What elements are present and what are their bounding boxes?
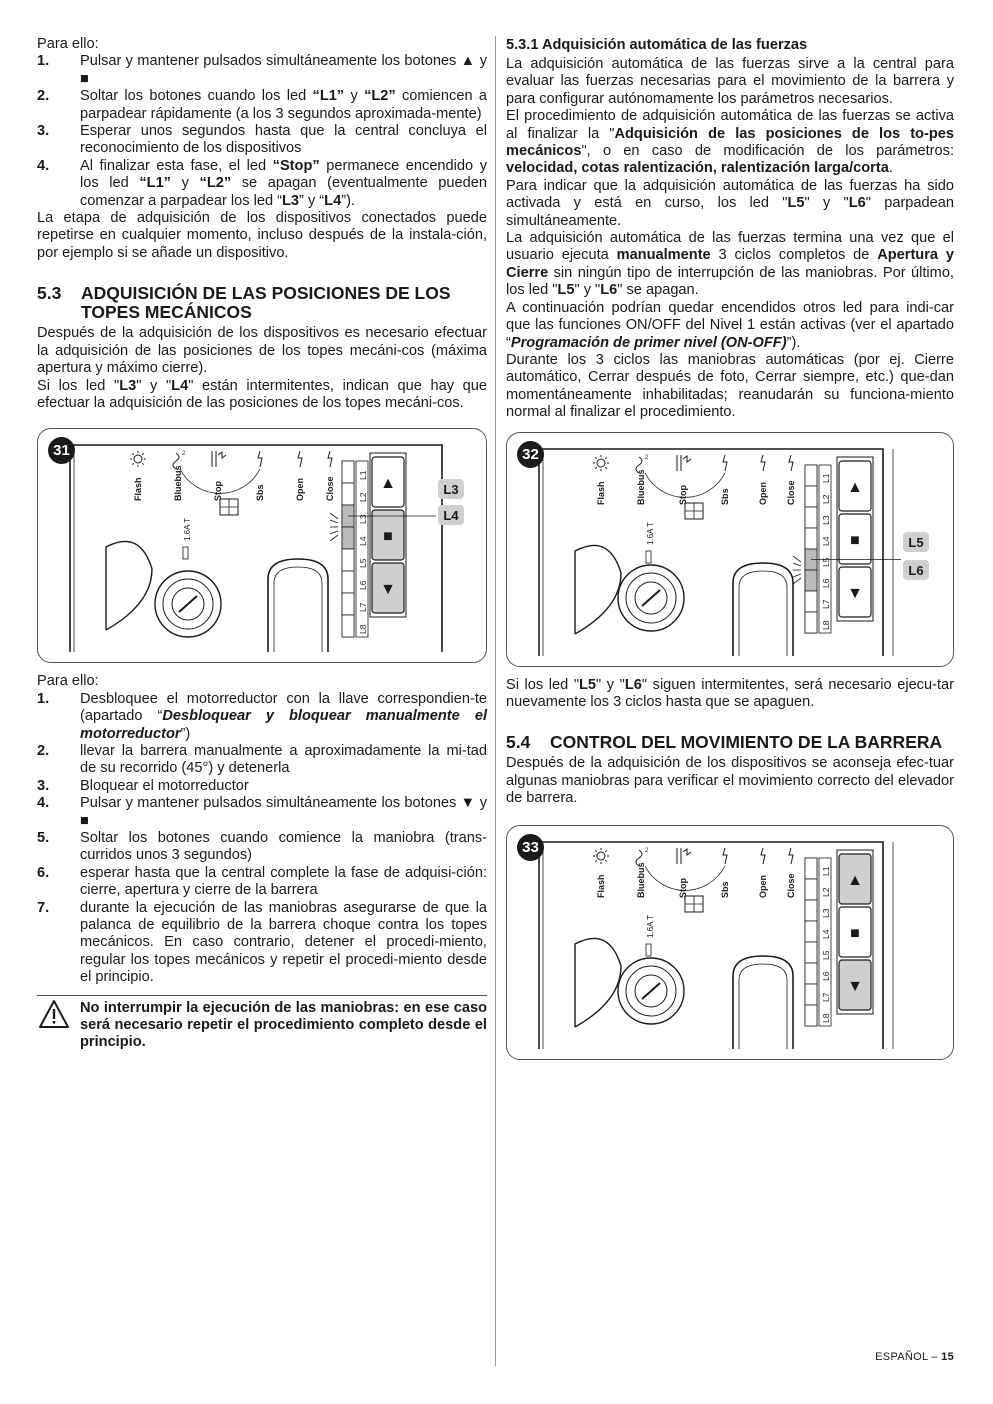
led-label: L4 — [358, 536, 368, 547]
up-button-icon: ▲ — [380, 475, 396, 493]
right-column — [506, 36, 954, 1060]
stop-label: Stop — [213, 481, 223, 502]
callout-label: L3 — [443, 482, 459, 498]
flash-icon — [597, 459, 605, 467]
open-label: Open — [758, 481, 768, 505]
steps-list-stops — [37, 691, 487, 987]
led-label: L1 — [821, 866, 831, 876]
bluebus-label: Bluebus — [636, 862, 646, 898]
key-slot-icon — [179, 596, 197, 612]
flash-ray — [605, 467, 606, 468]
bluebus-number: 2 — [182, 451, 186, 458]
led-label: L4 — [821, 536, 831, 546]
led-indicator — [805, 879, 817, 900]
led-indicator — [805, 507, 817, 528]
sbs-label: Sbs — [255, 484, 265, 502]
callout-label: L5 — [908, 534, 924, 550]
switch-icon — [723, 455, 727, 471]
led-label: L2 — [821, 887, 831, 897]
list-item: 6. esperar hasta que la central complete la fase de adquisi-ción: cierre, apertura y cierre de la barrera — [37, 864, 487, 899]
figure-31 — [37, 428, 487, 663]
fuse-icon — [183, 547, 188, 559]
led-label: L1 — [821, 473, 831, 483]
paragraph: Si los led "L3" y "L4" están intermitentes, indican que hay que efectuar la adquisición de las posiciones de los topes mecáni-cos. — [37, 377, 487, 411]
list-item: 2. llevar la barrera manualmente a aproximadamente la mi-tad de su recorrido (45°) y detenerla — [37, 742, 487, 777]
radio-connector — [575, 545, 621, 634]
flash-ray — [595, 850, 596, 851]
stop-icon — [677, 848, 691, 864]
fuse-label: 1.6A T — [646, 914, 655, 938]
stop-icon — [677, 455, 691, 471]
bluebus-number: 2 — [645, 454, 649, 461]
section-heading-5-4: 5.4 CONTROL DEL MOVIMIENTO DE LA BARRERA — [506, 732, 943, 753]
list-item: 1. Desbloquee el motorreductor con la llave correspondien-te (apartado “Desbloquear y bloquear manualmente el motorreductor”) — [37, 690, 487, 742]
stop-button-icon: ■ — [383, 528, 393, 546]
led-label: L7 — [821, 599, 831, 609]
board-illustration — [38, 429, 486, 662]
paragraph: Si los led "L5" y "L6" siguen intermitentes, será necesario ejecu-tar nuevamente los 3 ciclos hasta que se apaguen. — [506, 676, 954, 710]
open-label: Open — [295, 478, 305, 502]
switch-icon — [761, 848, 765, 864]
key-slot-icon — [642, 590, 660, 606]
up-button-icon: ▲ — [847, 871, 863, 889]
figure-number-badge: 33 — [517, 834, 544, 861]
list-item: 5. Soltar los botones cuando comience la maniobra (trans-curridos unos 3 segundos) — [37, 829, 487, 864]
flash-ray — [595, 457, 596, 458]
steps-list-devices — [37, 53, 487, 210]
led-indicator — [342, 593, 354, 615]
paragraph: La etapa de adquisición de los dispositivos conectados puede repetirse en cualquier momento, incluso después de la instala-ción, por ejemplo si se añade un dispositivo. — [37, 210, 487, 261]
connector-u-inner — [739, 964, 787, 1049]
warning-note: No interrumpir la ejecución de las maniobras: en ese caso será necesario repetir el procedimiento completo desde el principio. — [37, 995, 487, 1052]
fuse-icon — [646, 944, 651, 956]
led-label: L6 — [821, 578, 831, 588]
board-illustration — [507, 826, 953, 1059]
page-footer: ESPAÑOL – 15 — [875, 1351, 954, 1363]
figure-number-badge: 32 — [517, 441, 544, 468]
flash-ray — [605, 850, 606, 851]
led-indicator — [805, 528, 817, 549]
flash-label: Flash — [133, 477, 143, 502]
connector-u — [268, 559, 328, 652]
led-label: L3 — [358, 514, 368, 525]
list-item: 7. durante la ejecución de las maniobras asegurarse de que la palanca de equilibrio de la barrera choque contra los topes mecánicos. En caso contrario, detener el procedi-miento, regular los topes mecánicos y repetir el procedi-miento desde el principio. — [37, 899, 487, 986]
stop-button-icon: ■ — [850, 924, 860, 942]
connector-u — [733, 563, 793, 656]
flash-ray — [605, 860, 606, 861]
key-slot-icon — [642, 983, 660, 999]
led-label: L8 — [358, 624, 368, 635]
flash-label: Flash — [596, 481, 606, 505]
close-label: Close — [786, 873, 796, 898]
blink-ray — [330, 531, 338, 534]
board-illustration — [507, 433, 953, 666]
open-label: Open — [758, 874, 768, 898]
stop-icon — [212, 451, 226, 467]
blink-ray — [793, 556, 801, 562]
connector-u-inner — [274, 567, 322, 652]
paragraph: La adquisición automática de las fuerzas sirve a la central para evaluar las fuerzas necesarias para el movimiento de la barrera y para configurar autónomamente los parámetros necesarios. — [506, 56, 954, 107]
led-label: L1 — [358, 470, 368, 481]
board-outline — [539, 449, 883, 656]
down-button-icon: ▼ — [847, 584, 863, 602]
flash-icon — [134, 455, 142, 463]
close-label: Close — [325, 476, 335, 502]
radio-connector — [106, 542, 152, 631]
blink-ray — [330, 520, 338, 523]
led-label: L2 — [358, 492, 368, 503]
flash-ray — [142, 454, 143, 455]
flash-ray — [142, 464, 143, 465]
flash-ray — [595, 860, 596, 861]
led-label: L6 — [821, 971, 831, 981]
switch-icon — [258, 451, 262, 467]
down-button-icon: ▼ — [847, 977, 863, 995]
connector-u-inner — [739, 571, 787, 656]
paragraph: Después de la adquisición de los dispositivos se aconseja efec-tuar algunas maniobras para verificar el movimiento correcto del elevador de barrera. — [506, 755, 954, 807]
list-item: 4. Pulsar y mantener pulsados simultáneamente los botones ▼ y ■ — [37, 795, 488, 829]
stop-label: Stop — [678, 484, 688, 505]
led-indicator — [805, 900, 817, 921]
led-indicator — [805, 465, 817, 486]
bluebus-label: Bluebus — [636, 469, 646, 505]
led-label: L5 — [358, 558, 368, 569]
led-label: L5 — [821, 950, 831, 960]
led-label: L5 — [821, 557, 831, 567]
led-indicator — [805, 612, 817, 633]
stop-button-icon: ■ — [850, 531, 860, 549]
led-indicator — [805, 570, 817, 591]
led-indicator — [805, 858, 817, 879]
down-button-icon: ▼ — [380, 581, 396, 599]
sbs-label: Sbs — [720, 881, 730, 898]
figure-number-badge: 31 — [48, 437, 75, 464]
blink-ray — [793, 578, 801, 584]
fuse-icon — [646, 551, 651, 563]
led-indicator — [342, 571, 354, 593]
paragraph: Durante los 3 ciclos las maniobras automáticas (por ej. Cierre automático, Cerrar después de foto, Cerrar siempre, etc.) que-dan momentáneamente inhabilitadas; reanudarán su funciona-miento normal al finalizar el procedimiento. — [506, 351, 954, 421]
subsection-heading-5-3-1: 5.3.1 Adquisición automática de las fuerzas — [506, 37, 808, 53]
close-label: Close — [786, 480, 796, 505]
left-column — [37, 36, 487, 1052]
blink-ray — [793, 574, 801, 577]
paragraph: Después de la adquisición de los dispositivos es necesario efectuar la adquisición de las posiciones de los topes mecáni-cos (máxima apertura y máximo cierre). — [37, 325, 487, 377]
led-indicator — [805, 486, 817, 507]
led-label: L2 — [821, 494, 831, 504]
up-button-icon: ▲ — [847, 478, 863, 496]
led-indicator — [805, 921, 817, 942]
callout-label: L6 — [908, 562, 924, 578]
warning-icon — [38, 999, 70, 1029]
led-label: L8 — [821, 620, 831, 630]
list-item: 3. Esperar unos segundos hasta que la central concluya el reconocimiento de los dispositivos — [37, 123, 487, 157]
blink-ray — [330, 513, 338, 519]
list-item: 4. Al finalizar esta fase, el led “Stop” permanece encendido y los led “L1” y “L2” se apagan (eventualmente pueden comenzar a parpadear los led “L3” y “L4”). — [37, 157, 487, 209]
stop-label: Stop — [678, 877, 688, 898]
switch-icon — [328, 451, 332, 467]
figure-33 — [506, 825, 954, 1060]
intro-text: Para ello: — [37, 36, 99, 52]
switch-icon — [789, 848, 793, 864]
sbs-label: Sbs — [720, 488, 730, 505]
section-heading-5-3: 5.3 ADQUISICIÓN DE LAS POSICIONES DE LOS TOPES MECÁNICOS — [37, 283, 451, 323]
led-indicator — [342, 461, 354, 483]
switch-icon — [761, 455, 765, 471]
led-indicator — [805, 984, 817, 1005]
paragraph: Para indicar que la adquisición automática de las fuerzas ha sido activada y está en curso, los led "L5" y "L6" parpadean simultáneamente. — [506, 177, 954, 229]
led-label: L4 — [821, 929, 831, 939]
switch-icon — [298, 451, 302, 467]
led-label: L7 — [821, 992, 831, 1002]
flash-icon — [597, 852, 605, 860]
paragraph: A continuación podrían quedar encendidos otros led para indi-car que las funciones ON/OFF del Nivel 1 están activas (ver el apartado “Programación de primer nivel (ON-OFF)”). — [506, 299, 954, 351]
led-label: L7 — [358, 602, 368, 613]
fuse-label: 1.6A T — [183, 518, 192, 542]
led-indicator — [342, 527, 354, 549]
flash-ray — [605, 457, 606, 458]
list-item: 2. Soltar los botones cuando los led “L1” y “L2” comiencen a parpadear rápidamente (a los 3 segundos aproximada-mente) — [37, 88, 487, 122]
led-indicator — [805, 942, 817, 963]
flash-ray — [132, 454, 133, 455]
paragraph: El procedimiento de adquisición automática de las fuerzas se activa al finalizar la "Adquisición de las posiciones de los to-pes mecánicos", o en caso de modificación de los parámetros: velocidad, cotas ralentización, ralentización larga/corta. — [506, 108, 954, 177]
flash-ray — [132, 464, 133, 465]
radio-connector — [575, 938, 621, 1027]
led-indicator — [805, 1005, 817, 1026]
flash-label: Flash — [596, 874, 606, 898]
led-label: L3 — [821, 908, 831, 918]
blink-ray — [793, 563, 801, 566]
led-label: L8 — [821, 1013, 831, 1023]
led-indicator — [342, 615, 354, 637]
led-label: L6 — [358, 580, 368, 591]
blink-ray — [330, 535, 338, 541]
paragraph: La adquisición automática de las fuerzas termina una vez que el usuario ejecuta manualmente 3 ciclos completos de Apertura y Cierre sin ningún tipo de interrupción de las maniobras. Por último, los led "L5" y "L6" se apagan. — [506, 230, 954, 299]
board-outline — [539, 842, 883, 1049]
led-label: L3 — [821, 515, 831, 525]
column-divider — [495, 36, 496, 1366]
list-item: 1. Pulsar y mantener pulsados simultáneamente los botones ▲ y ■ — [37, 53, 488, 87]
led-indicator — [342, 483, 354, 505]
callout-label: L4 — [443, 508, 459, 524]
fuse-label: 1.6A T — [646, 521, 655, 545]
led-indicator — [342, 549, 354, 571]
bluebus-number: 2 — [645, 847, 649, 854]
figure-32 — [506, 432, 954, 667]
switch-icon — [789, 455, 793, 471]
list-item: 3. Bloquear el motorreductor — [37, 777, 249, 794]
led-indicator — [805, 963, 817, 984]
flash-ray — [595, 467, 596, 468]
switch-icon — [723, 848, 727, 864]
bluebus-label: Bluebus — [173, 465, 183, 502]
intro-text: Para ello: — [37, 673, 99, 690]
led-indicator — [805, 591, 817, 612]
connector-u — [733, 956, 793, 1049]
